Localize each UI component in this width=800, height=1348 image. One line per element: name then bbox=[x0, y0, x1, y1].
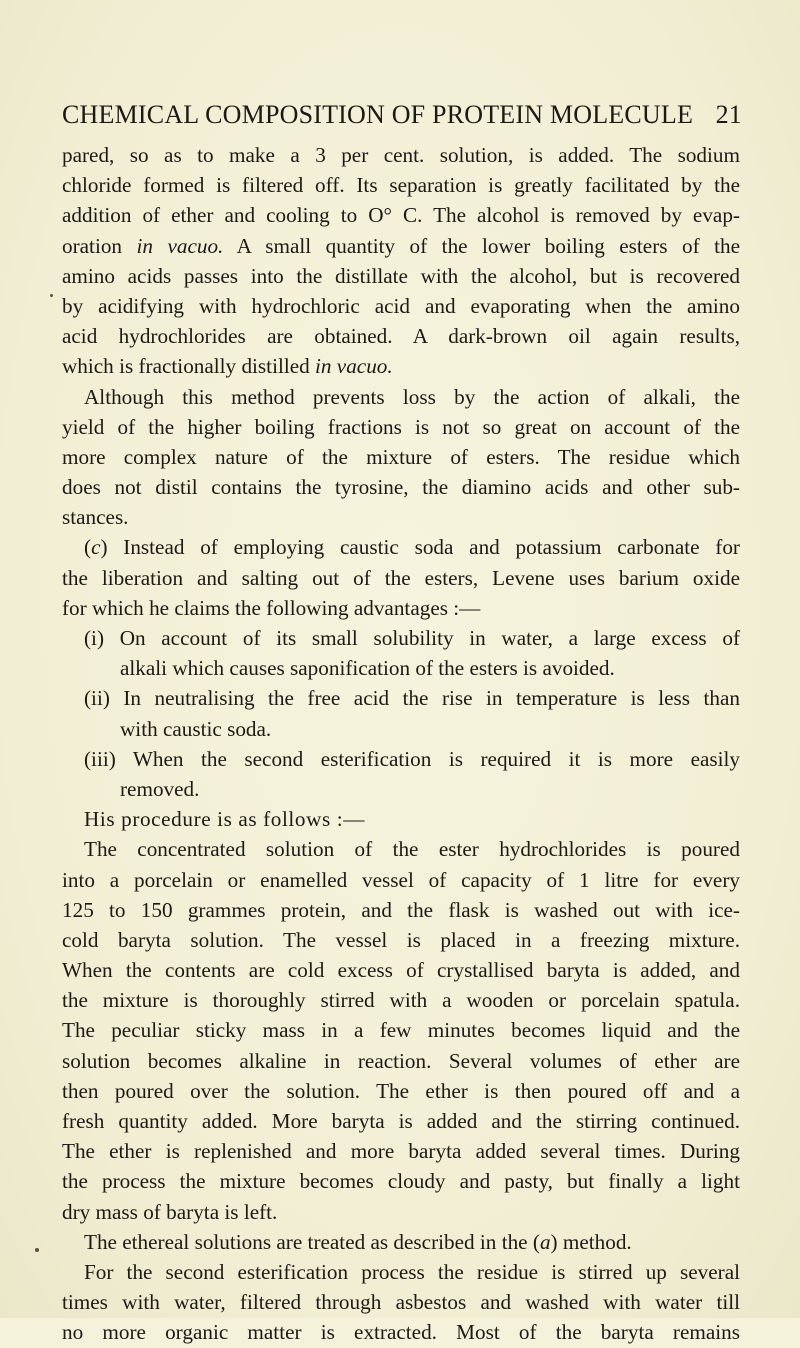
chapter-title: CHEMICAL COMPOSITION OF PROTEIN MOLECULE bbox=[62, 100, 694, 129]
text-line: yield of the higher boiling fractions is not so great on account of the bbox=[62, 414, 740, 439]
italic-phrase: in vacuo. bbox=[136, 233, 224, 258]
running-header bbox=[62, 100, 742, 130]
text-line: The ether is replenished and more baryta added several times. During bbox=[62, 1139, 740, 1164]
list-item-i: (i) On account of its small solubility in water, a large excess of bbox=[84, 626, 740, 650]
text-line: (c) Instead of employing caustic soda and potassium carbonate for bbox=[84, 535, 740, 560]
text-line: the process the mixture becomes cloudy and pasty, but finally a light bbox=[62, 1169, 740, 1194]
list-item-ii: (ii) In neutralising the free acid the rise in temperature is less than bbox=[84, 686, 740, 711]
text-line: cold baryta solution. The vessel is placed in a freezing mixture. bbox=[62, 927, 740, 952]
text-line: then poured over the solution. The ether is then poured off and a bbox=[62, 1078, 740, 1103]
paper-speck bbox=[35, 1248, 39, 1252]
text-line: His procedure is as follows :— bbox=[84, 807, 366, 832]
text-line: does not distil contains the tyrosine, the diamino acids and other sub- bbox=[62, 475, 740, 500]
text-line: dry mass of baryta is left. bbox=[62, 1199, 278, 1224]
text-line: When the contents are cold excess of crystallised baryta is added, and bbox=[62, 958, 740, 983]
body-text bbox=[62, 140, 740, 1348]
italic-letter: c bbox=[91, 535, 101, 560]
text-line: chloride formed is filtered off. Its separation is greatly facilitated by the bbox=[62, 173, 740, 198]
list-item-iii: (iii) When the second esterification is required it is more easily bbox=[84, 746, 740, 771]
text-line: stances. bbox=[62, 505, 129, 530]
italic-phrase: in vacuo. bbox=[315, 354, 393, 379]
text-line: the mixture is thoroughly stirred with a wooden or porcelain spatula. bbox=[62, 988, 740, 1013]
text-line: pared, so as to make a 3 per cent. solution, is added. The sodium bbox=[62, 143, 740, 167]
text-line: times with water, filtered through asbestos and washed with water till bbox=[62, 1290, 740, 1315]
text-line: fresh quantity added. More baryta is added and the stirring continued. bbox=[62, 1109, 740, 1133]
text-line: for which he claims the following advantages :— bbox=[62, 595, 481, 620]
paper-speck bbox=[50, 294, 53, 297]
text-line: solution becomes alkaline in reaction. Several volumes of ether are bbox=[62, 1048, 740, 1073]
text-line: no more organic matter is extracted. Most of the baryta remains bbox=[62, 1320, 740, 1345]
text-line: alkali which causes saponification of the esters is avoided. bbox=[120, 656, 615, 681]
text-line: The peculiar sticky mass in a few minutes becomes liquid and the bbox=[62, 1018, 740, 1043]
text-line: by acidifying with hydrochloric acid and evaporating when the amino bbox=[62, 293, 740, 318]
page-number: 21 bbox=[715, 100, 742, 129]
text-line: which is fractionally distilled in vacuo. bbox=[62, 354, 393, 379]
text-line: the liberation and salting out of the esters, Levene uses barium oxide bbox=[62, 565, 740, 590]
text-line: with caustic soda. bbox=[120, 716, 272, 741]
text-line: The concentrated solution of the ester hydrochlorides is poured bbox=[84, 837, 740, 862]
text-line: The ethereal solutions are treated as described in the (a) method. bbox=[84, 1229, 632, 1254]
text-line: addition of ether and cooling to O° C. The alcohol is removed by evap- bbox=[62, 203, 740, 228]
text-line: more complex nature of the mixture of esters. The residue which bbox=[62, 444, 740, 469]
text-line: Although this method prevents loss by the action of alkali, the bbox=[84, 384, 740, 409]
text-line: acid hydrochlorides are obtained. A dark-brown oil again results, bbox=[62, 324, 740, 349]
text-line: removed. bbox=[120, 776, 200, 801]
text-line: oration in vacuo. A small quantity of the lower boiling esters of the bbox=[62, 233, 740, 258]
text-line: For the second esterification process the residue is stirred up several bbox=[84, 1259, 740, 1284]
text-line: into a porcelain or enamelled vessel of capacity of 1 litre for every bbox=[62, 867, 740, 892]
text-line: 125 to 150 grammes protein, and the flask is washed out with ice- bbox=[62, 897, 740, 922]
italic-letter: a bbox=[539, 1229, 551, 1254]
text-line: amino acids passes into the distillate with the alcohol, but is recovered bbox=[62, 263, 740, 288]
